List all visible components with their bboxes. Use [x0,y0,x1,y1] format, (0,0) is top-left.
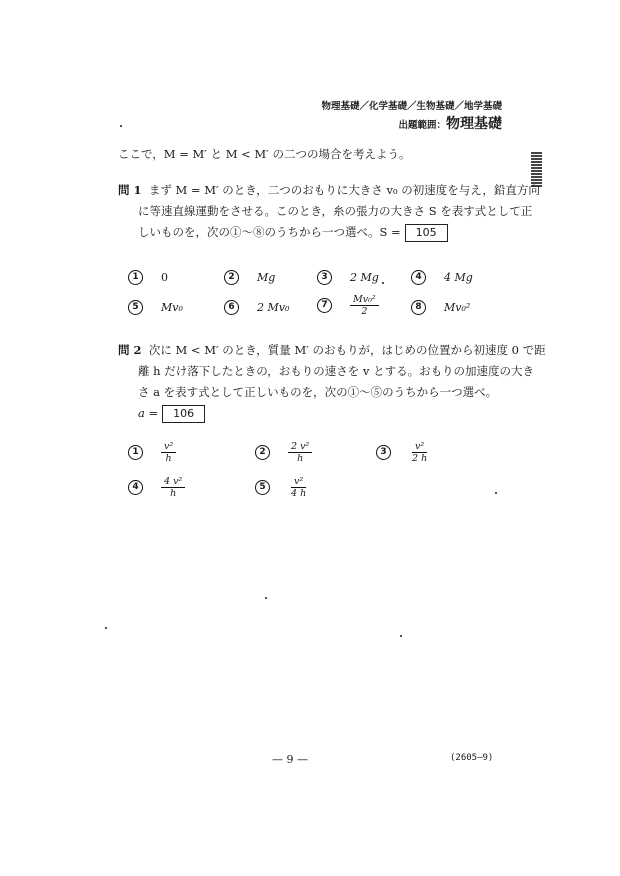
q1-choice-5[interactable]: 5 Mv₀ [128,300,183,315]
choice-number-icon: 4 [411,270,426,285]
intro-text: ここで，M = M′ と M < M′ の二つの場合を考えよう。 [118,147,411,161]
q2-choice-5[interactable]: 5 $\frac{\text{v²}}{4 h}$ [255,476,309,499]
q1-choice-6[interactable]: 6 2 Mv₀ [224,300,289,315]
scan-speck [265,597,267,599]
choice-number-icon: 1 [128,445,143,460]
q1-block [118,180,540,243]
scan-speck [105,627,107,629]
scan-speck [495,492,497,494]
q2-label: 問 2 [118,343,142,357]
choice-number-icon: 5 [255,480,270,495]
q1-line2: に等速直線運動をさせる。このとき，糸の張力の大きさ S を表す式として正 [138,204,533,218]
q1-choice-8[interactable]: 8 Mv₀² [411,300,470,315]
q2-choice-2[interactable]: 2 $\frac{\text{2 v²}}{h}$ [255,441,312,464]
choice-number-icon: 3 [376,445,391,460]
choice-number-icon: 5 [128,300,143,315]
q2-choice-1[interactable]: 1 $\frac{\text{v²}}{h}$ [128,441,176,464]
q2-answer-box[interactable]: 106 [162,405,205,423]
q2-choice-3[interactable]: 3 $\frac{\text{v²}}{2 h}$ [376,441,430,464]
page-number: — 9 — [272,753,308,766]
choice-number-icon: 2 [255,445,270,460]
q2-line3: さ a を表す式として正しいものを，次の①～⑤のうちから一つ選べ。 [138,385,498,399]
scan-speck [382,282,384,284]
q1-choice-4[interactable]: 4 4 Mg [411,270,473,285]
choice-number-icon: 7 [317,298,332,313]
q1-choice-3[interactable]: 3 2 Mg [317,270,379,285]
choice-number-icon: 8 [411,300,426,315]
scope-label: 出題範囲： [398,120,446,131]
scope-header [398,113,502,133]
q2-line2: 離 h だけ落下したときの，おもりの速さを v とする。おもりの加速度の大き [138,364,535,378]
choice-number-icon: 2 [224,270,239,285]
scan-speck [120,125,122,127]
q2-choice-4[interactable]: 4 $\frac{\text{4 v²}}{h}$ [128,476,185,499]
q1-line3: しいものを，次の①～⑧のうちから一つ選べ。S = [138,225,401,239]
choice-number-icon: 3 [317,270,332,285]
q2-block [118,340,546,424]
q1-choice-2[interactable]: 2 Mg [224,270,275,285]
q1-choice-7[interactable]: 7 $\frac{\text{Mv₀²}}{2}$ [317,294,379,317]
scope-value: 物理基礎 [446,116,502,132]
q1-choice-1[interactable]: 1 0 [128,270,168,285]
subjects-header: 物理基礎／化学基礎／生物基礎／地学基礎 [321,101,502,112]
scan-speck [400,635,402,637]
q2-line4: a = [138,406,159,420]
q2-line1: 次に M < M′ のとき，質量 M′ のおもりが，はじめの位置から初速度 0 で距 [148,343,546,357]
choice-number-icon: 6 [224,300,239,315]
q1-answer-box[interactable]: 105 [405,224,448,242]
q1-label: 問 1 [118,183,142,197]
choice-number-icon: 4 [128,480,143,495]
q1-line1: まず M = M′ のとき，二つのおもりに大きさ v₀ の初速度を与え，鉛直方向 [148,183,540,197]
choice-number-icon: 1 [128,270,143,285]
page-code: (2605—9) [450,753,494,763]
